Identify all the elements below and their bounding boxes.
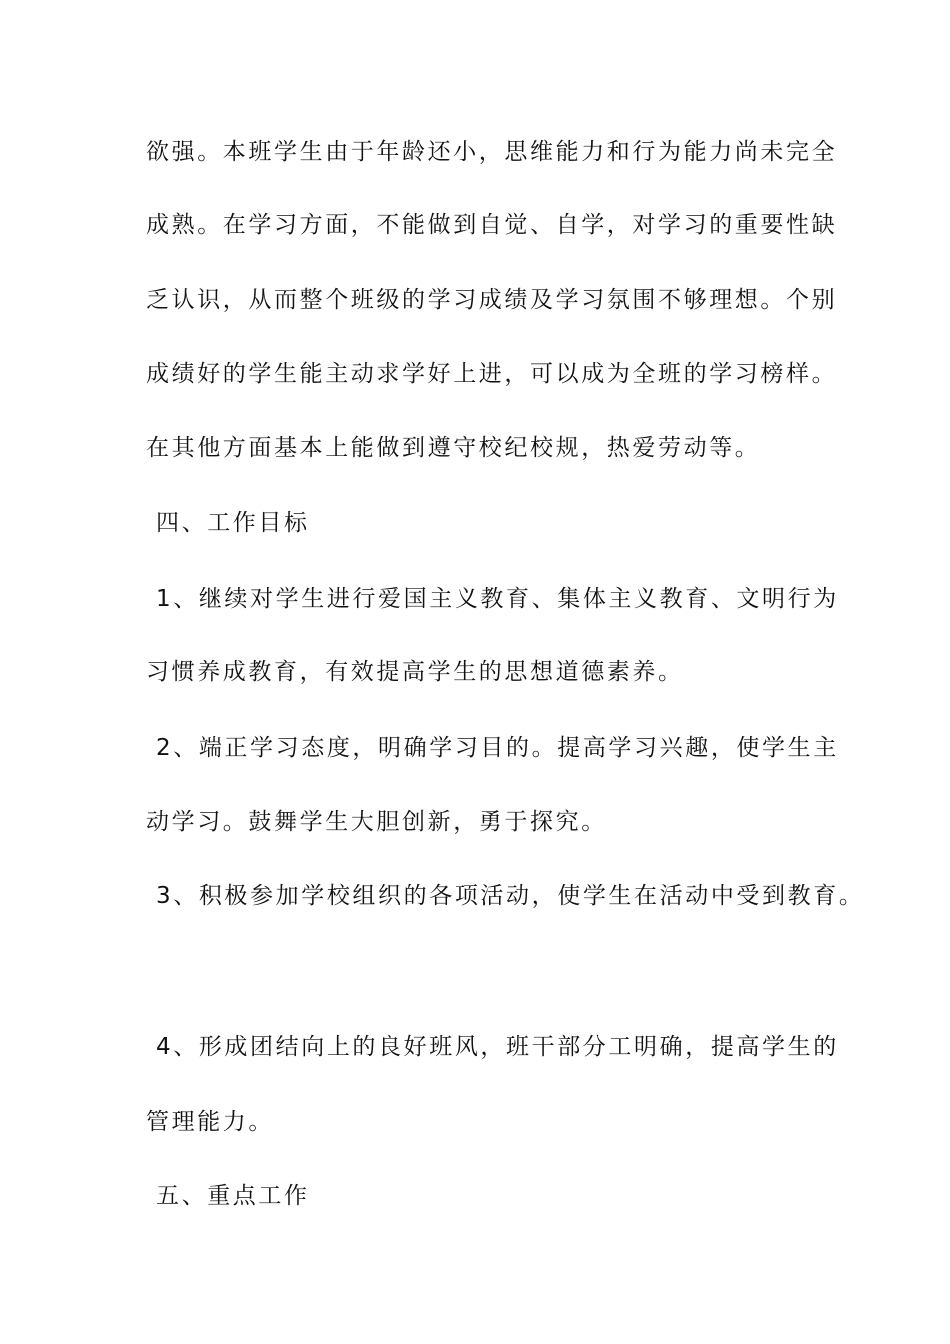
paragraph-line: 动学习。鼓舞学生大胆创新，勇于探究。 [146, 809, 607, 835]
list-item: 1、继续对学生进行爱国主义教育、集体主义教育、文明行为 [156, 586, 839, 612]
paragraph-line: 乏认识，从而整个班级的学习成绩及学习氛围不够理想。个别 [146, 287, 838, 313]
paragraph-line: 成绩好的学生能主动求学好上进，可以成为全班的学习榜样。 [146, 361, 838, 387]
list-item: 4、形成团结向上的良好班风，班干部分工明确，提高学生的 [156, 1034, 839, 1060]
section-heading: 五、重点工作 [156, 1183, 310, 1209]
paragraph-line: 欲强。本班学生由于年龄还小，思维能力和行为能力尚未完全 [146, 139, 838, 165]
paragraph-line: 成熟。在学习方面，不能做到自觉、自学，对学习的重要性缺 [146, 212, 838, 238]
paragraph-line: 管理能力。 [146, 1109, 274, 1135]
list-item: 3、积极参加学校组织的各项活动，使学生在活动中受到教育。 [156, 883, 865, 909]
paragraph-line: 在其他方面基本上能做到遵守校纪校规，热爱劳动等。 [146, 435, 761, 461]
section-heading: 四、工作目标 [156, 510, 310, 536]
list-item: 2、端正学习态度，明确学习目的。提高学习兴趣，使学生主 [156, 735, 839, 761]
paragraph-line: 习惯养成教育，有效提高学生的思想道德素养。 [146, 659, 684, 685]
